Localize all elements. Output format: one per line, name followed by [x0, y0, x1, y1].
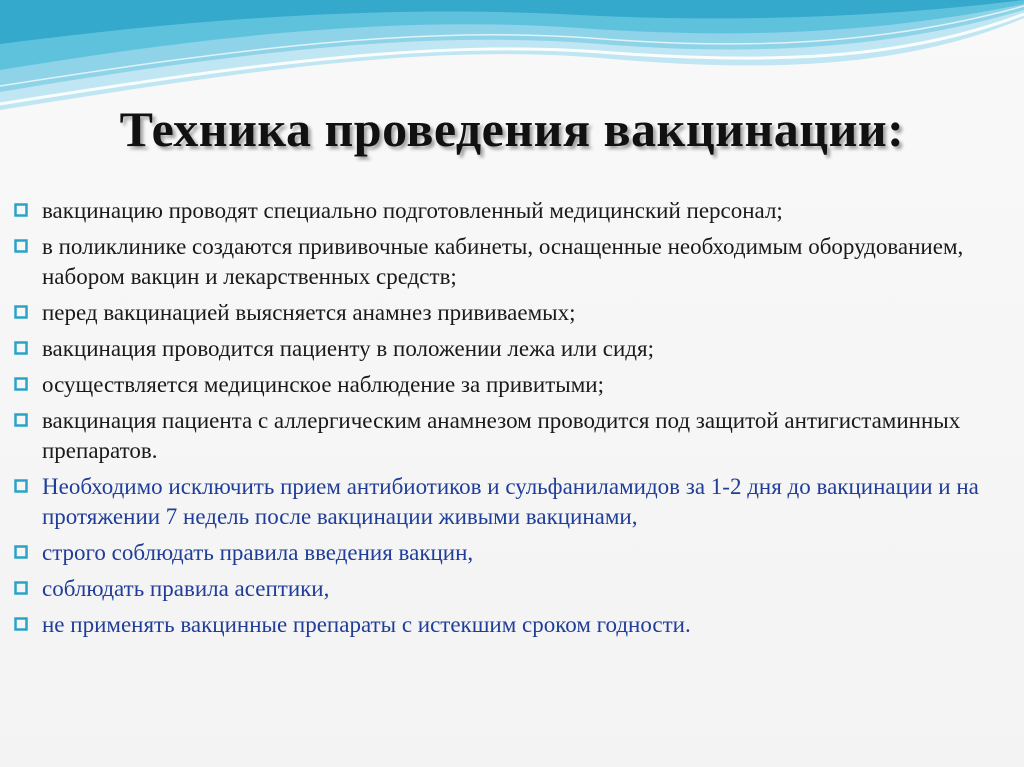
hollow-square-bullet-icon: [14, 341, 28, 355]
list-item-text: Необходимо исключить прием антибиотиков и сульфаниламидов за 1-2 дня до вакцинации и на протяжении 7 недель после вакцинации живыми вакцинами,: [42, 474, 979, 529]
list-item-text: вакцинация проводится пациенту в положении лежа или сидя;: [42, 336, 654, 361]
hollow-square-bullet-icon: [14, 377, 28, 391]
slide-title: Техника проведения вакцинации:: [119, 101, 905, 157]
hollow-square-bullet-icon: [14, 545, 28, 559]
list-item: [12, 574, 1012, 604]
list-item: [12, 298, 1012, 328]
list-item-text: соблюдать правила асептики,: [42, 576, 330, 601]
list-item: [12, 196, 1012, 226]
hollow-square-bullet-icon: [14, 413, 28, 427]
hollow-square-bullet-icon: [14, 617, 28, 631]
list-item: [12, 370, 1012, 400]
list-item: [12, 334, 1012, 364]
list-item-text: в поликлинике создаются прививочные кабинеты, оснащенные необходимым оборудованием, набором вакцин и лекарственных средств;: [42, 234, 964, 289]
hollow-square-bullet-icon: [14, 203, 28, 217]
list-item: [12, 538, 1012, 568]
list-item-text: не применять вакцинные препараты с истекшим сроком годности.: [42, 612, 691, 637]
list-item-text: вакцинация пациента с аллергическим анамнезом проводится под защитой антигистаминных препаратов.: [42, 408, 961, 463]
hollow-square-bullet-icon: [14, 581, 28, 595]
hollow-square-bullet-icon: [14, 239, 28, 253]
list-item-text: перед вакцинацией выясняется анамнез прививаемых;: [42, 300, 576, 325]
list-item-text: вакцинацию проводят специально подготовленный медицинский персонал;: [42, 198, 783, 223]
hollow-square-bullet-icon: [14, 479, 28, 493]
hollow-square-bullet-icon: [14, 305, 28, 319]
list-item-text: осуществляется медицинское наблюдение за привитыми;: [42, 372, 604, 397]
list-item: [12, 472, 1012, 532]
list-item: [12, 232, 1012, 292]
list-item: [12, 610, 1012, 640]
list-item: [12, 406, 1012, 466]
list-item-text: строго соблюдать правила введения вакцин,: [42, 540, 474, 565]
bullet-list: [12, 196, 1012, 646]
